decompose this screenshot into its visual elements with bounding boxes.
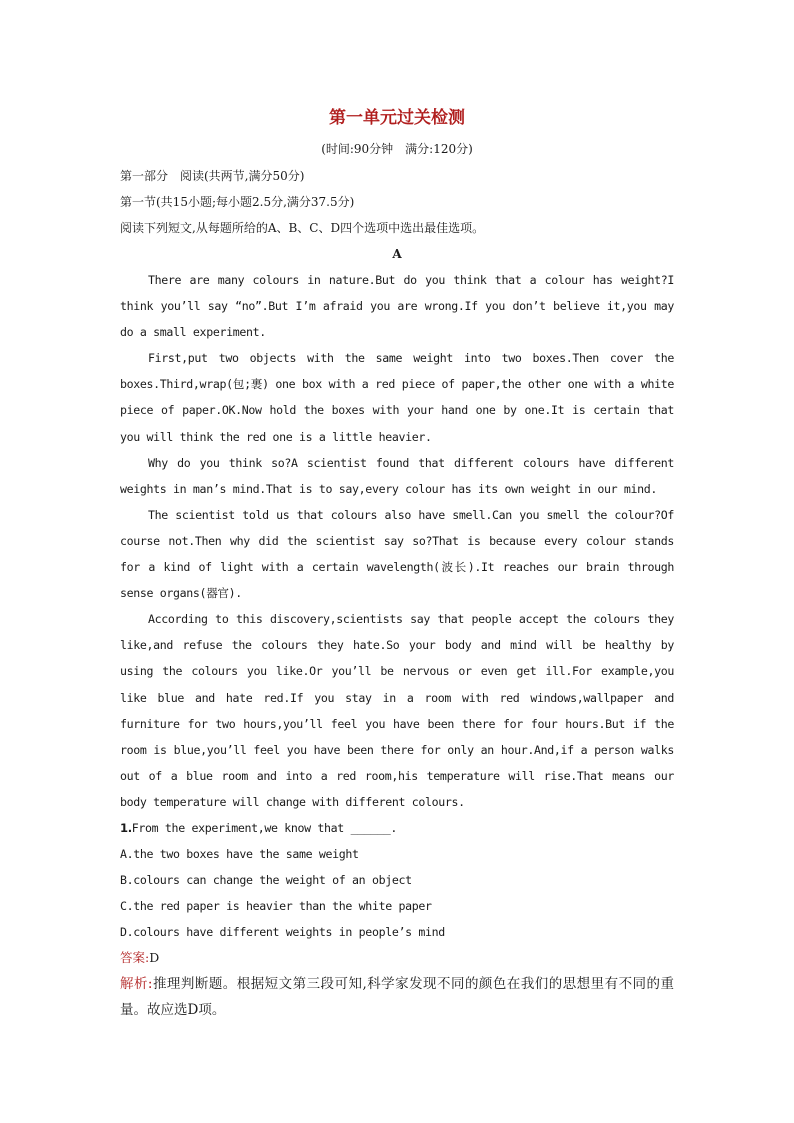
page-title: 第一单元过关检测: [329, 108, 465, 128]
question-number: 1.: [120, 820, 132, 835]
passage-paragraph-3: Why do you think so?A scientist found that different colours have different weights in man’s mind.That is to say,every colour has its own weight in our mind.: [120, 455, 674, 496]
passage-paragraph-4: The scientist told us that colours also have smell.Can you smell the colour?Of course not.Then why did the scientist say so?That is because every colour stands for a kind of light with a certain wavelength(波长).It reaches our brain through sense organs(器官).: [120, 507, 674, 601]
explanation-text: 推理判断题。根据短文第三段可知,科学家发现不同的颜色在我们的思想里有不同的重量。故应选D项。: [120, 975, 674, 1018]
document-page: [120, 106, 674, 1023]
passage-paragraph-1: There are many colours in nature.But do you think that a colour has weight?I think you’ll say “no”.But I’m afraid you are wrong.If you don’t believe it,you may do a small experiment.: [120, 273, 674, 340]
answer-label: 答案:: [120, 949, 150, 965]
question-text: From the experiment,we know that ______.: [131, 820, 397, 835]
option-d: D.colours have different weights in people’s mind: [120, 924, 445, 939]
option-b: B.colours can change the weight of an object: [120, 872, 412, 887]
section-sub-heading: 第一节(共15小题;每小题2.5分,满分37.5分): [120, 195, 355, 209]
question-stem: [120, 815, 674, 841]
exam-time-score: (时间:90分钟 满分:120分): [321, 142, 473, 156]
passage-paragraph-2: First,put two objects with the same weight into two boxes.Then cover the boxes.Third,wrap(包;裹) one box with a red piece of paper,the other one with a white piece of paper.OK.Now hold the boxes with your hand one by one.It is certain that you will think the red one is a little heavier.: [120, 351, 674, 444]
answer-value: D: [149, 949, 160, 965]
answer-line: [120, 945, 674, 971]
passage-label: A: [392, 247, 402, 261]
option-c: C.the red paper is heavier than the white paper: [120, 898, 432, 913]
option-a: A.the two boxes have the same weight: [120, 846, 359, 861]
explanation: [120, 971, 674, 1023]
instruction-text: 阅读下列短文,从每题所给的A、B、C、D四个选项中选出最佳选项。: [120, 221, 485, 235]
explanation-label: 解析:: [120, 975, 153, 992]
passage-paragraph-5: According to this discovery,scientists say that people accept the colours they like,and refuse the colours they hate.So your body and mind will be healthy by using the colours you like.Or you’ll be nervous or even get ill.For example,you like blue and hate red.If you stay in a room with red windows,wallpaper and furniture for two hours,you’ll feel you have been there for four hours.But if the room is blue,you’ll feel you have been there for only an hour.And,if a person walks out of a blue room and into a red room,his temperature will rise.That means our body temperature will change with different colours.: [120, 612, 674, 809]
section-part-heading: 第一部分 阅读(共两节,满分50分): [120, 169, 305, 183]
